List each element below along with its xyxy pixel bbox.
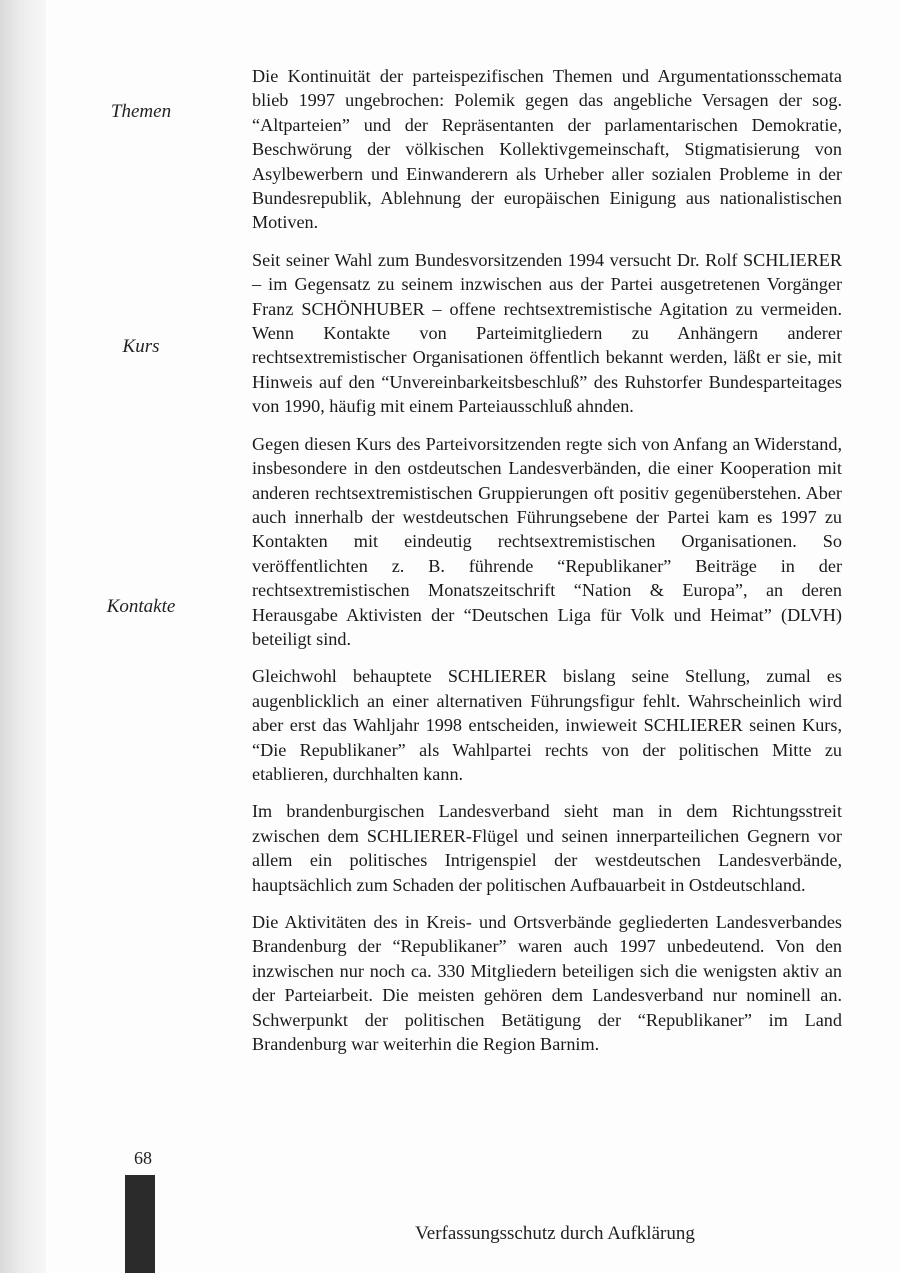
- page-footer: Verfassungsschutz durch Aufklärung: [415, 1223, 695, 1244]
- margin-note-kontakte: Kontakte: [106, 596, 176, 617]
- paragraph-themen: Die Kontinuität der parteispezifischen Themen und Argumentationsschemata blieb 1997 ungebrochen: Polemik gegen das angebliche Versagen der sog. “Altparteien” und der Repräsentanten der parlamentarischen Demokratie, Beschwörung der völkischen Kollektivgemeinschaft, Stigmatisierung von Asylbewerbern und Einwanderern als Urheber aller sozialen Probleme in der Bundesrepublik, Ablehnung der europäischen Einigung aus nationalistischen Motiven.: [252, 66, 842, 233]
- paragraph-brandenburg: Im brandenburgischen Landesverband sieht man in dem Richtungsstreit zwischen dem SCHLIERER-Flügel und seinen innerparteilichen Gegnern vor allem ein politisches Intrigenspiel der westdeutschen Landesverbände, hauptsächlich zum Schaden der politischen Aufbauarbeit in Ostdeutschland.: [252, 801, 842, 895]
- scan-edge-shadow: [0, 0, 46, 1273]
- thumb-index-bar: [125, 1175, 155, 1273]
- paragraph-kontakte: Gegen diesen Kurs des Parteivorsitzenden regte sich von Anfang an Widerstand, insbesondere in den ostdeutschen Landesverbänden, die einer Kooperation mit anderen rechtsextremistischen Gruppierungen oft positiv gegenüberstehen. Aber auch innerhalb der westdeutschen Führungsebene der Partei kam es 1997 zu Kontakten mit eindeutig rechtsextremistischen Organisationen. So veröffentlichten z. B. führende “Republikaner” Beiträge in der rechtsextremistischen Monatszeitschrift “Nation & Europa”, an deren Herausgabe Aktivisten der “Deutschen Liga für Volk und Heimat” (DLVH) beteiligt sind.: [252, 433, 842, 649]
- body-text: [252, 64, 842, 1069]
- margin-note-themen: Themen: [110, 101, 172, 122]
- paragraph-kurs: Seit seiner Wahl zum Bundesvorsitzenden 1994 versucht Dr. Rolf SCHLIERER – im Gegensatz zu seinem inzwischen aus der Partei ausgetretenen Vorgänger Franz SCHÖNHUBER – offene rechtsextremistische Agitation zu vermeiden. Wenn Kontakte von Parteimitgliedern zu Anhängern anderer rechtsextremistischer Organisationen öffentlich bekannt werden, läßt er sie, mit Hinweis auf den “Unvereinbarkeitsbeschluß” des Ruhstorfer Bundesparteitages von 1990, häufig mit einem Parteiausschluß ahnden.: [252, 249, 842, 417]
- paragraph-aktivitaeten: Die Aktivitäten des in Kreis- und Ortsverbände gegliederten Landesverbandes Brandenburg der “Republikaner” waren auch 1997 unbedeutend. Von den inzwischen nur noch ca. 330 Mitgliedern beteiligen sich die wenigsten aktiv an der Parteiarbeit. Die meisten gehören dem Landesverband nur nominell an. Schwerpunkt der politischen Betätigung der “Republikaner” im Land Brandenburg war weiterhin die Region Barnim.: [252, 912, 842, 1055]
- margin-note-kurs: Kurs: [122, 336, 160, 357]
- page-number: 68: [134, 1148, 152, 1168]
- paragraph-stellung: Gleichwohl behauptete SCHLIERER bislang seine Stellung, zumal es augenblicklich an einer alternativen Führungsfigur fehlt. Wahrscheinlich wird aber erst das Wahljahr 1998 entscheiden, inwieweit SCHLIERER seinen Kurs, “Die Republikaner” als Wahlpartei rechts von der politischen Mitte zu etablieren, durchhalten kann.: [252, 666, 842, 784]
